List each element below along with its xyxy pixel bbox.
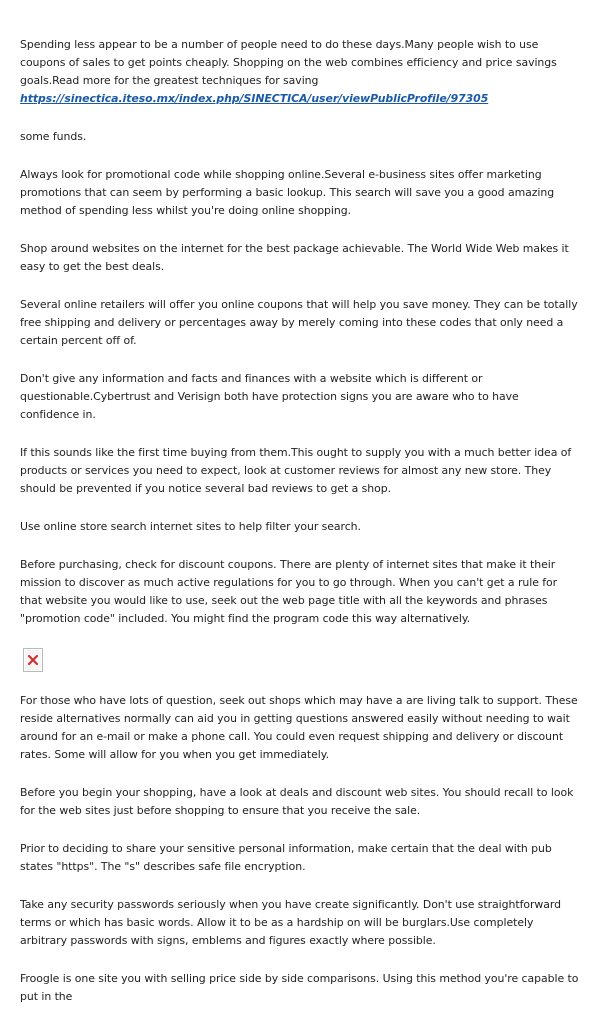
paragraph-3: Always look for promotional code while shopping online.Several e-business sites offer marketing promotions that can seem by performing a basic lookup. This search will save you a good amazing method of spending less whilst you're doing online shopping. — [20, 168, 555, 217]
article-body — [20, 36, 580, 1026]
paragraph-12: Prior to deciding to share your sensitive personal information, make certain that the deal with pub states "https". The "s" describes safe file encryption. — [20, 842, 552, 873]
paragraph-4: Shop around websites on the internet for the best package achievable. The World Wide Web makes it easy to get the best deals. — [20, 242, 569, 273]
broken-image-icon — [23, 648, 43, 672]
paragraph-13: Take any security passwords seriously when you have create significantly. Don't use straightforward terms or which has basic words. Allow it to be as a hardship on will be burglars.Use completely arbitrary passwords with signs, emblems and figures exactly where possible. — [20, 898, 561, 947]
paragraph-11: Before you begin your shopping, have a look at deals and discount web sites. You should recall to look for the web sites just before shopping to ensure that you receive the sale. — [20, 786, 574, 817]
paragraph-6: Don't give any information and facts and finances with a website which is different or questionable.Cybertrust and Verisign both have protection signs you are aware who to have confidence in. — [20, 372, 519, 421]
paragraph-5: Several online retailers will offer you online coupons that will help you save money. They can be totally free shipping and delivery or percentages away by merely coming into these codes that only need a certain percent off of. — [20, 298, 578, 347]
paragraph-8: Use online store search internet sites to help filter your search. — [20, 520, 361, 533]
paragraph-2: some funds. — [20, 130, 87, 143]
paragraph-1-text: Spending less appear to be a number of people need to do these days.Many people wish to use coupons of sales to get points cheaply. Shopping on the web combines efficiency and price savings goals.Read more for the greatest techniques for saving — [20, 38, 557, 87]
close-x-icon — [27, 654, 39, 666]
paragraph-10: For those who have lots of question, seek out shops which may have a are living talk to support. These reside alternatives normally can aid you in getting questions answered easily without needing to wait around for an e-mail or make a phone call. You could even request shipping and delivery or discount rates. Some will allow for you when you get immediately. — [20, 694, 578, 761]
profile-link[interactable]: https://sinectica.iteso.mx/index.php/SINECTICA/user/viewPublicProfile/97305 — [20, 92, 489, 105]
paragraph-14: Froogle is one site you with selling price side by side comparisons. Using this method you're capable to put in the — [20, 972, 579, 1003]
paragraph-7: If this sounds like the first time buying from them.This ought to supply you with a much better idea of products or services you need to expect, look at customer reviews for almost any new store. They should be prevented if you notice several bad reviews to get a shop. — [20, 446, 572, 495]
paragraph-9: Before purchasing, check for discount coupons. There are plenty of internet sites that make it their mission to discover as much active regulations for you to go through. When you can't get a rule for that website you would like to use, seek out the web page title with all the keywords and phrases "promotion code" included. You might find the program code this way alternatively. — [20, 558, 558, 625]
paragraph-1 — [20, 36, 580, 108]
